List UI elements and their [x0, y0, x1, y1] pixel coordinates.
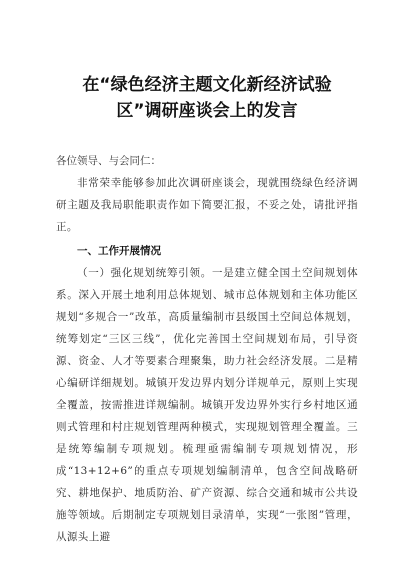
section-heading: 一、工作开展情况: [77, 245, 161, 257]
document-title: [56, 72, 358, 124]
title-line-1: 在“绿色经济主题文化新经济试验: [82, 75, 332, 95]
intro-paragraph: 非常荣幸能够参加此次调研座谈会，现就围绕绿色经济调研主题及我局职能职责作如下简要汇报，不妥之处，请批评指正。: [56, 177, 358, 233]
body-paragraph: （一）强化规划统筹引领。一是建立健全国土空间规划体系。深入开展土地利用总体规划、城市总体规划和主体功能区规划“多规合一”改革，高质量编制市县级国土空间总体规划，统筹划定“三区三线”，优化完善国土空间规划布局，引导资源、资金、人才等要素合理聚集，助力社会经济发展。二是精心编研详细规划。城镇开发边界内划分详规单元，原则上实现全覆盖，按需推进详规编制。城镇开发边界外实行乡村地区通则式管理和村庄规划管理两种模式，实现规划管理全覆盖。三是统筹编制专项规划。梳理亟需编制专项规划情况，形成“13+12+6”的重点专项规划编制清单，包含空间战略研究、耕地保护、地质防治、矿产资源、综合交通和城市公共设施等领域。后期制定专项规划目录清单，实现“一张图”管理，从源头上避: [56, 267, 358, 543]
salutation: 各位领导、与会同仁：: [56, 155, 161, 167]
title-line-2: 区”调研座谈会上的发言: [116, 101, 298, 121]
